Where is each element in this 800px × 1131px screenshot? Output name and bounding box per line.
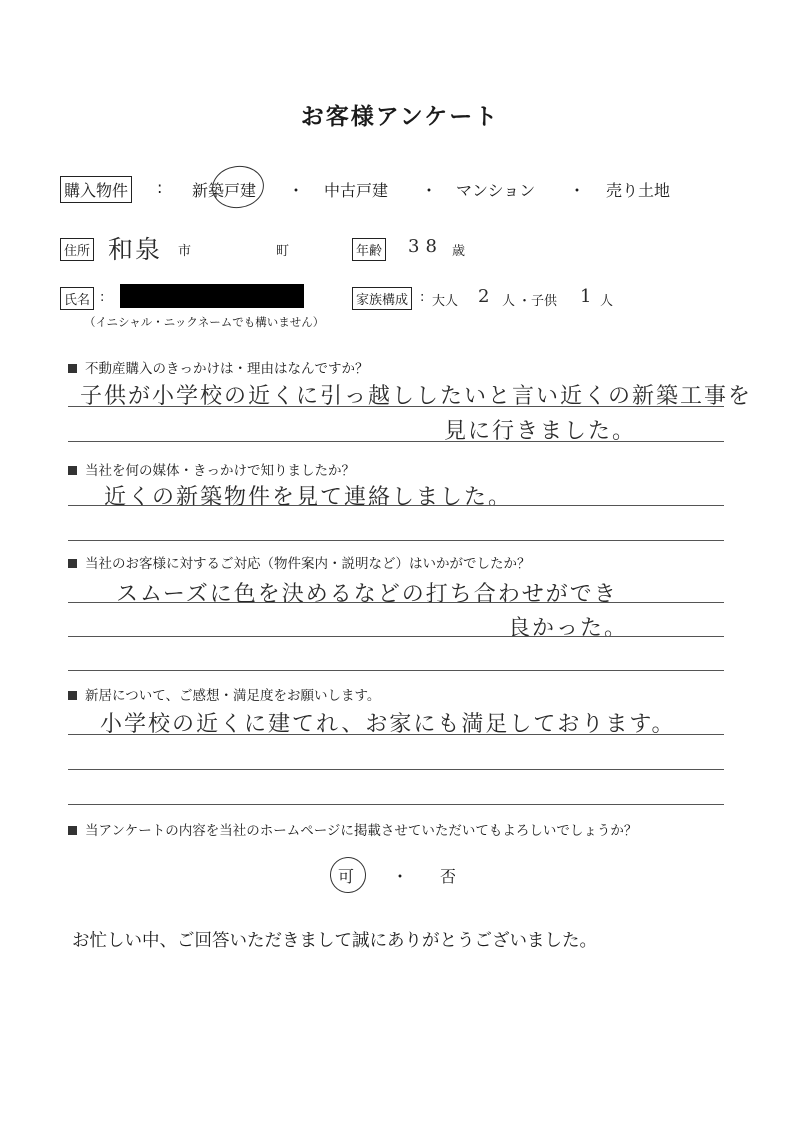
address-label: 住所 (60, 238, 94, 261)
children-label: ・子供 (518, 294, 558, 309)
answer-rule (68, 670, 724, 671)
address-value: 和泉 (108, 235, 163, 264)
bullet-square-icon (68, 826, 77, 835)
age-unit: 歳 (452, 244, 466, 259)
city-suffix: 市 (178, 244, 192, 259)
answer-rule (68, 734, 724, 735)
adults-unit: 人 (502, 294, 516, 309)
separator: ・ (569, 181, 586, 200)
answer-3-line-1: スムーズに色を決めるなどの打ち合わせができ (116, 582, 618, 607)
property-option-mansion[interactable]: マンション (456, 181, 536, 200)
age-label: 年齢 (352, 238, 386, 261)
answer-rule (68, 540, 724, 541)
town-suffix: 町 (276, 244, 290, 259)
bullet-square-icon (68, 691, 77, 700)
adults-label: 大人 (432, 294, 459, 309)
answer-1-line-2: 見に行きました。 (444, 419, 637, 444)
property-option-used-house[interactable]: 中古戸建 (324, 181, 389, 200)
name-note: （イニシャル・ニックネームでも構いません） (84, 315, 325, 329)
selection-circle (209, 163, 266, 212)
property-label: 購入物件 (60, 176, 132, 203)
question-2: 当社を何の媒体・きっかけで知りましたか？ (68, 459, 355, 479)
question-4: 新居について、ご感想・満足度をお願いします。 (68, 684, 380, 704)
bullet-square-icon (68, 559, 77, 568)
redacted-name (120, 284, 304, 308)
property-option-land[interactable]: 売り土地 (606, 181, 671, 200)
separator: ・ (421, 181, 438, 200)
separator: ・ (392, 867, 409, 886)
property-colon: : (157, 178, 163, 197)
consent-no[interactable]: 否 (440, 867, 457, 886)
answer-rule (68, 505, 724, 506)
answer-rule (68, 441, 724, 442)
adults-count: 2 (478, 286, 490, 307)
answer-rule (68, 636, 724, 637)
family-label: 家族構成 (352, 287, 412, 310)
bullet-square-icon (68, 466, 77, 475)
name-label: 氏名 (60, 287, 94, 310)
children-unit: 人 (600, 294, 614, 309)
answer-rule (68, 769, 724, 770)
separator: ・ (288, 181, 305, 200)
children-count: 1 (580, 286, 592, 307)
answer-1-line-1: 子供が小学校の近くに引っ越ししたいと言い近くの新築工事を (80, 384, 753, 409)
closing-message: お忙しい中、ご回答いただきまして誠にありがとうございました。 (72, 931, 597, 951)
question-5: 当アンケートの内容を当社のホームページに掲載させていただいてもよろしいでしょうか？ (68, 819, 637, 839)
property-option-new-house[interactable]: 新築戸建 (192, 181, 257, 200)
answer-rule (68, 406, 724, 407)
answer-3-line-2: 良かった。 (508, 616, 629, 641)
consent-yes[interactable]: 可 (338, 867, 355, 886)
answer-4-line-1: 小学校の近くに建てれ、お家にも満足しております。 (100, 712, 676, 737)
question-3: 当社のお客様に対するご対応（物件案内・説明など）はいかがでしたか？ (68, 552, 531, 572)
page-title: お客様アンケート (300, 104, 500, 130)
answer-rule (68, 602, 724, 603)
question-1: 不動産購入のきっかけは・理由はなんですか？ (68, 357, 369, 377)
answer-rule (68, 804, 724, 805)
answer-2-line-1: 近くの新築物件を見て連絡しました。 (104, 485, 513, 510)
bullet-square-icon (68, 364, 77, 373)
age-value: 38 (408, 236, 443, 257)
